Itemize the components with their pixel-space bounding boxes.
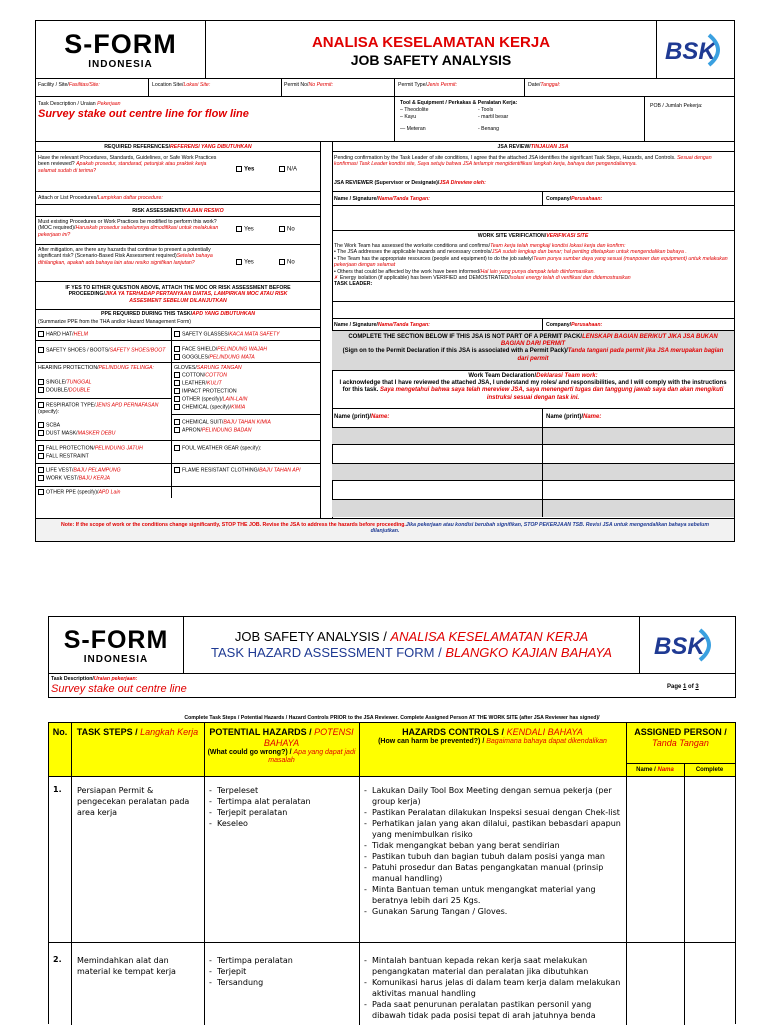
q2-row	[36, 217, 320, 245]
control-item: - Gunakan Sarung Tangan / Gloves.	[364, 906, 622, 917]
svg-text:BSK: BSK	[665, 38, 716, 65]
ppe-fall-restraint[interactable]: FALL RESTRAINT	[38, 453, 89, 460]
form2-task-row	[48, 674, 736, 698]
control-item: - Pada saat penurunan peralatan pastikan personil yang dibawah tidak pada posisi tepat di arah jatuhnya benda	[364, 999, 622, 1021]
assigned-name-cell[interactable]	[627, 943, 683, 1025]
right-column	[332, 142, 734, 518]
divider	[394, 97, 395, 141]
ppe-other[interactable]: OTHER PPE (specify)/APD Lain	[38, 489, 120, 496]
permit-pack-notice: COMPLETE THE SECTION BELOW IF THIS JSA IS NOT PART OF A PERMIT PACK/LENSKAPI BAGIAN BERIKUT JIKA JSA BUKAN BAGIAN DARI PERMIT (Sign on to the Permit Declaration if this JSA is associated with a Permit Pack)/Tanda tangani pada permit jika JSA merupakan bagian dari permit	[332, 331, 734, 371]
name-input[interactable]	[332, 499, 542, 517]
hazard-item: - Tertimpa peralatan	[209, 955, 354, 966]
divider	[171, 414, 320, 415]
date-label: Date/	[528, 82, 541, 88]
row-no: 2.	[53, 955, 62, 964]
wsv-sign-row	[332, 319, 734, 331]
ifyes-notice: IF YES TO EITHER QUESTION ABOVE, ATTACH THE MOC OR RISK ASSESSMENT BEFORE PROCEEDING/JIKA YA TERHADAP PERTANYAAN DIATAS, LAMPIRKAN MOC ATAU RISK ASSESMENT SEBELUM DILANJUTKAN	[36, 282, 320, 310]
logo-subtext: INDONESIA	[88, 59, 153, 70]
control-item: - Mintalah bantuan kepada rekan kerja saat melakukan pengangkatan material dan peralatan jika dibutuhkan	[364, 955, 622, 977]
ppe-gloves: GLOVES/SARUNG TANGAN	[174, 365, 242, 371]
tool-item: — Meteran	[400, 126, 426, 133]
logo-subtext: INDONESIA	[83, 654, 149, 665]
control-item: - Lakukan Daily Tool Box Meeting dengan semua pekerja (per group kerja)	[364, 785, 622, 807]
ppe-life-vest[interactable]: LIFE VEST/BAJU PELAMPUNG	[38, 467, 121, 474]
col-assigned-header: ASSIGNED PERSON / Tanda Tangan	[634, 727, 727, 748]
control-item: - Perhatikan jalan yang akan dilalui, pastikan bebasdari apapun yang menimbulkan risiko	[364, 818, 622, 840]
wsv-item: • The JSA addresses the applicable hazards and necessary controls/JSA sudah lengkap dan benar; hal penting ditetapkan untuk mengendalikan bahaya .	[334, 249, 687, 256]
form2-header	[48, 616, 736, 674]
tools-list	[400, 107, 640, 132]
control-item: - Pastikan Peralatan dilakukan Inspeksi sesuai dengan Chek-list	[364, 807, 622, 818]
permit-type-field[interactable]	[398, 82, 457, 88]
hazard-item: - Tersandung	[209, 977, 354, 988]
divider	[36, 463, 320, 464]
bsk-logo-icon	[657, 21, 735, 79]
q2-text: Must existing Procedures or Work Practices be modified to perform this work? (MOC required)/Haruskah prosedur sebelumnya dimodifikasi untuk melakukan pekerjaan ini?	[38, 219, 219, 238]
logo-text: S-FORM	[63, 626, 169, 654]
attach-row[interactable]: Attach or List Procedures/Lampirkan daftar procedure:	[36, 192, 320, 205]
q1-na-checkbox[interactable]: N/A	[279, 166, 297, 174]
facility-label-id: Fasilitas/Site:	[68, 82, 100, 88]
permit-no-label: Permit No/	[284, 82, 309, 88]
ppe-face-shield[interactable]: FACE SHIELD/PELINDUNG WAJAH	[174, 346, 267, 353]
row-hazards	[209, 955, 354, 988]
wsv-item: • The Team has the appropriate resources (people and equipment) to do the job safely/Team punya sumber daya yang sesuai (manpower dan equipment) untuk melakukan pekerjaan dengan selamat	[334, 255, 728, 269]
task-value[interactable]: Survey stake out centre line for flow line	[38, 108, 249, 120]
facility-field[interactable]	[38, 82, 100, 88]
q1-text: Have the relevant Procedures, Standards, Guidelines, or Safe Work Practices been reviewed? Apakah prosedur, standarad, petunjuk atau praktek kerja selamat sudah di terima?	[38, 155, 217, 174]
wsv-item: ✗ Energy isolation (if applicable) has been VERIFIED and DEMOSTRATED/Isolasi energy telah di verifikasi dan didemostrasikan	[334, 275, 631, 282]
work-team-decl: Work Team Declaration/Deklarasi Team work: I acknowledge that I have reviewed the attached JSA, I understand my roles/ and responsibilities, and I will comply with the instructions for this task. Saya mengetahui bahwa saya telah mereview JSA, saya menengerti tugas dan tanggung jawab saya dan akan mengikuti instruksi sesuai dengan task ini.	[332, 371, 734, 409]
divider	[36, 362, 320, 363]
col-controls-header: HAZARDS CONTROLS / KENDALI BAHAYA (How can harm be prevented?) / Bagaimana bahaya dapat dikendalikan	[378, 727, 607, 745]
col-no-header: No.	[52, 727, 68, 737]
row-step: Memindahkan alat dan material ke tempat kerja	[77, 956, 176, 976]
name-input[interactable]	[332, 463, 542, 481]
complete-cell[interactable]	[685, 777, 735, 942]
q1-row	[36, 152, 320, 192]
divider	[524, 79, 525, 96]
ppe-flame-resistant[interactable]: FLAME RESISTANT CLOTHING/BAJU TAHAN API	[174, 467, 314, 474]
task-leader-label: TASK LEADER:	[334, 281, 373, 288]
divider	[36, 486, 320, 487]
form2-title-block	[184, 617, 639, 673]
form2-subtitle: TASK HAZARD ASSESSMENT FORM / BLANGKO KAJIAN BAHAYA	[211, 645, 612, 660]
divider	[36, 340, 320, 341]
permit-no-field[interactable]	[284, 82, 333, 88]
ppe-chemical[interactable]: CHEMICAL (specify)/KIMIA	[174, 404, 245, 411]
ppe-cotton[interactable]: COTTON/COTTON	[174, 372, 227, 379]
col-complete-header: Complete	[695, 767, 724, 773]
ppe-note: (Summarize PPE from the THA and/or Hazard Management Form)	[36, 319, 320, 328]
logo-text: S-FORM	[64, 29, 177, 59]
wsv-item: • Others that could be affected by the work have been informed/Hal lain yang punya dampak telah diinformasikan.	[334, 268, 595, 275]
ppe-goggles[interactable]: GOGGLES/PELINDUNG MATA	[174, 354, 255, 361]
ppe-fall-protection[interactable]: FALL PROTECTION/PELINDUNG JATUH	[38, 445, 143, 452]
ppe-other-right[interactable]: OTHER (specify)/LAIN-LAIN	[174, 396, 247, 403]
left-column	[36, 142, 320, 518]
name-grid	[332, 409, 734, 517]
row-controls	[364, 955, 622, 1021]
ppe-safety-glasses[interactable]: SAFETY GLASSES/KACA MATA SAFETY	[174, 331, 280, 338]
form2-title: JOB SAFETY ANALYSIS / ANALISA KESELAMATAN KERJA	[234, 629, 589, 644]
date-field[interactable]	[528, 82, 560, 88]
jsa-name-sig[interactable]: Name / Signature/Nama/Tanda Tangan:	[334, 196, 430, 202]
ppe-hearing: HEARING PROTECTION/PELINDUNG TELINGA:	[38, 365, 154, 371]
ppe-single[interactable]: SINGLE/TUNGGAL	[38, 379, 92, 386]
jsa-review-header: JSA REVIEW/TINJAUAN JSA	[332, 142, 734, 152]
jsa-company[interactable]: Company/Perusahaan:	[546, 196, 603, 202]
ppe-header: PPE REQUIRED DURING THIS TASK/APD YANG DIBUTUHKAN	[101, 311, 255, 317]
tool-item: - Benang	[478, 126, 500, 133]
column-divider	[320, 142, 321, 518]
q3-yes-checkbox[interactable]: Yes	[236, 259, 254, 267]
req-ref-header: REQUIRED REFERENCES/REFERENSI YANG DIBUTUHKAN	[36, 142, 320, 152]
svg-text:BSK: BSK	[654, 633, 705, 660]
control-item: - Tidak mengangkat beban yang berat sendirian	[364, 840, 622, 851]
bsk-logo-icon	[640, 617, 736, 673]
hazard-table	[48, 722, 736, 1024]
task-row	[36, 97, 734, 142]
task-desc-label-id: Pekerjaan	[97, 101, 121, 107]
row-step: Persiapan Permit & pengecekan peralatan pada area kerja	[77, 786, 190, 817]
complete-cell[interactable]	[685, 943, 735, 1025]
location-field[interactable]	[152, 82, 210, 88]
ppe-impact[interactable]: IMPACT PROTECTION	[174, 388, 237, 395]
permit-no-label-id: No Permit:	[308, 82, 334, 88]
control-item: - Komunikasi harus jelas di dalam team kerja dalam melakukan aktivitas manual handling	[364, 977, 622, 999]
ppe-dust-mask[interactable]: DUST MASK/MASKER DEBU	[38, 430, 115, 437]
col-name-header: Name / Nama	[636, 767, 674, 773]
divider	[36, 398, 171, 399]
jsa-reviewer: JSA REVIEWER (Supervisor or Designate)/JSA Direview oleh:	[332, 178, 734, 192]
wsv-company[interactable]: Company/Perusahaan:	[546, 322, 603, 328]
row-hazards	[209, 785, 354, 829]
task-desc-label-wrap	[38, 101, 120, 107]
divider	[148, 79, 149, 96]
wsv-text: The Work Team has assessed the worksite conditions and confirms/Team kerja telah mengkaji kondisi lokasi kerja dan konfirm:	[334, 243, 626, 249]
sform-logo	[49, 617, 184, 673]
ppe-hard-hat[interactable]: HARD HAT/HELM	[38, 331, 88, 338]
ppe-work-vest[interactable]: WORK VEST/BAJU KERJA	[38, 475, 110, 482]
wsv-name-sig[interactable]: Name / Signature/Nama/Tanda Tangan:	[334, 322, 430, 328]
form1-subtitle: JOB SAFETY ANALYSIS	[350, 52, 512, 68]
wsv-block	[332, 242, 734, 302]
facility-row	[36, 79, 734, 97]
bsk-logo	[639, 617, 735, 673]
tools-block	[400, 100, 640, 133]
control-item: - Pastikan tubuh dan bagian tubuh dalam posisi yanga man	[364, 851, 622, 862]
col-steps-header: TASK STEPS / Langkah Kerja	[76, 727, 199, 737]
ppe-apron[interactable]: APRON/PELINDUNG BADAN	[174, 427, 251, 434]
form1-title-block	[206, 21, 656, 79]
col-hazards-header: POTENTIAL HAZARDS / POTENSI BAHAYA (What could go wrong?) / Apa yang dapat jadi masalah	[207, 727, 356, 765]
q3-row	[36, 245, 320, 282]
ppe-double[interactable]: DOUBLE/DOUBLE	[38, 387, 90, 394]
date-label-id: Tanggal:	[540, 82, 561, 88]
form2-instruction: Complete Task Steps / Potential Hazards / Hazard Controls PRIOR to the JSA Reviewer. Complete Assigned Person AT THE WORK SITE (after JSA Reviewer has signed)/	[184, 715, 600, 721]
ppe-grid	[36, 328, 320, 498]
risk-header: RISK ASSESSMENT/KAJIAN RESIKO	[36, 205, 320, 217]
tool-item: – Kayu	[400, 113, 417, 120]
spacer	[332, 302, 734, 319]
divider	[542, 319, 543, 330]
row-controls	[364, 785, 622, 917]
hazard-item: - Terpeleset	[209, 785, 354, 796]
tool-item: - Tools	[478, 107, 494, 114]
location-label: Location Site/	[152, 82, 184, 88]
tool-item: - martil besar	[478, 113, 509, 120]
hazard-item: - Tertimpa alat peralatan	[209, 796, 354, 807]
hazard-item: - Keseleo	[209, 818, 354, 829]
divider	[644, 97, 645, 141]
name-input[interactable]	[332, 427, 542, 445]
sform-logo	[36, 21, 206, 79]
q3-no-checkbox[interactable]: No	[279, 259, 295, 267]
permit-type-label-id: Jenis Permit:	[427, 82, 458, 88]
jsa-review-text: Pending confirmation by the Task Leader of site conditions, I agree that the attached JSA identifies the significant Task Steps, Hazards, and Controls. Sesuai dengan konfirmasi Task Leader kondisi site, Saya setuju bahwa JSA terlampir mengidentifikasi langkah kerja, bahaya dan pengendaliannya.	[334, 155, 712, 168]
pob-label[interactable]: POB / Jumlah Pekerja:	[650, 103, 703, 109]
name-input[interactable]	[543, 463, 734, 481]
name-print-right: Name (print)/Name:	[546, 414, 602, 420]
tools-label: Tool & Equipment / Perkakas & Peralatan Kerja:	[400, 100, 518, 106]
divider	[626, 763, 735, 764]
facility-label: Facility / Site/	[38, 82, 69, 88]
ppe-foul-weather[interactable]: FOUL WEATHER GEAR (specify):	[174, 445, 261, 452]
ppe-chemical-suit[interactable]: CHEMICAL SUIT/BAJU TAHAN KIMIA	[174, 419, 271, 426]
q2-no-checkbox[interactable]: No	[279, 226, 295, 234]
control-item: - Minta Bantuan teman untuk mengangkat material yang beratnya lebih dari 25 Kgs.	[364, 884, 622, 906]
divider	[394, 79, 395, 96]
q3-text: After mitigation, are there any hazards that continue to present a potentially significant risk? (Scenario-Based Risk Assessment required)Setelah bahaya dihilangkan, apakah ada bahaya lain atau resiko signifikan lanjutan?	[38, 247, 213, 266]
divider	[171, 328, 172, 498]
row-no: 1.	[53, 785, 62, 794]
q2-yes-checkbox[interactable]: Yes	[236, 226, 254, 234]
form1-header	[36, 21, 734, 79]
form1-title: ANALISA KESELAMATAN KERJA	[311, 34, 551, 51]
divider	[36, 440, 320, 441]
ppe-safety-shoes[interactable]: SAFETY SHOES / BOOTS/SAFETY SHOES/BOOT	[38, 347, 168, 354]
ppe-scba[interactable]: SCBA	[38, 422, 60, 429]
jsa-sign-row	[332, 192, 734, 206]
assigned-name-cell[interactable]	[627, 777, 683, 942]
page-indicator: Page 1 of 3	[667, 684, 699, 690]
location-label-id: Lokasi Site:	[183, 82, 211, 88]
form2	[48, 616, 736, 1024]
tool-item: – Theodolite	[400, 107, 429, 114]
ppe-respirator[interactable]: RESPIRATOR TYPE/JENIS APD PERNAFASAN (specify):	[38, 402, 159, 415]
form2-task-value[interactable]: Survey stake out centre line	[51, 683, 187, 695]
permit-type-label: Permit Type/	[398, 82, 428, 88]
divider	[281, 79, 282, 96]
table-row	[49, 777, 735, 943]
control-item: - Patuhi prosedur dan Batas pengangkatan manual (prinsip manual handling)	[364, 862, 622, 884]
hazard-item: - Terjepit	[209, 966, 354, 977]
q1-yes-checkbox[interactable]: Yes	[236, 166, 254, 174]
name-print-left: Name (print)/Name:	[334, 414, 390, 420]
task-desc-label: Task Description / Uraian	[38, 101, 98, 107]
name-input[interactable]	[543, 427, 734, 445]
divider	[542, 192, 543, 205]
table-row	[49, 943, 735, 1025]
ppe-leather[interactable]: LEATHER/KULIT	[174, 380, 222, 387]
form1-note: Note: If the scope of work or the conditions change significantly, STOP THE JOB. Revise the JSA to address the hazards before proceeding.Jika pekerjaan atau kondisi berubah signifikan, STOP PEKERJAAN TSB. Revisi JSA untuk mengendalikan bahaya sebelum dilanjutkan.	[36, 518, 734, 541]
form2-task-label: Task Description/Uraian pekerjaan:	[51, 676, 138, 682]
spacer	[332, 206, 734, 231]
wsv-header: WORK SITE VERIFICATION/VERIFIKASI SITE	[477, 233, 589, 239]
bsk-logo	[656, 21, 734, 79]
form1	[35, 20, 735, 542]
hazard-item: - Terjepit peralatan	[209, 807, 354, 818]
name-input[interactable]	[543, 499, 734, 517]
